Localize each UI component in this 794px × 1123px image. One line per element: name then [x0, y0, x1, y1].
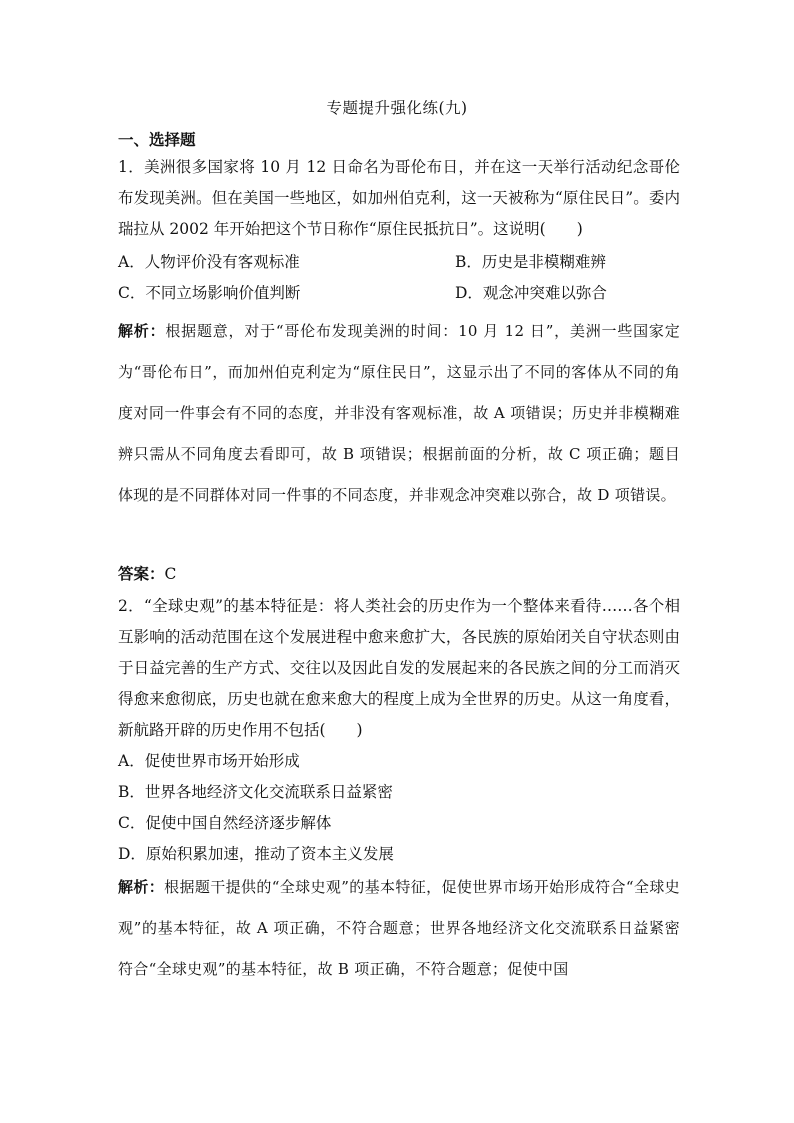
question-1-option-d: D．观念冲突难以弥合 [455, 284, 607, 302]
question-1-answer [118, 559, 176, 590]
question-1-options-row-2 [118, 278, 680, 309]
question-1-analysis-text: 根据题意，对于“哥伦布发现美洲的时间：10 月 12 日”，美洲一些国家定为“哥伦布日”，而加州伯克利定为“原住民日”，这显示出了不同的客体从不同的角度对同一件事会有不同的态度，并非没有客观标准，故 A 项错误；历史并非模糊难辨只需从不同角度去看即可，故 B 项错误；根据前面的分析，故 C 项正确；题目体现的是不同群体对同一件事的不同态度，并非观念冲突难以弥合，故 D 项错误。 [118, 322, 680, 504]
question-2-stem: 2．“全球史观”的基本特征是：将人类社会的历史作为一个整体来看待……各个相互影响的活动范围在这个发展进程中愈来愈扩大，各民族的原始闭关自守状态则由于日益完善的生产方式、交往以及因此自发的发展起来的各民族之间的分工而消灭得愈来愈彻底，历史也就在愈来愈大的程度上成为全世界的历史。从这一角度看，新航路开辟的历史作用不包括( ) [118, 597, 680, 739]
analysis-label: 解析： [118, 322, 166, 340]
analysis-label: 解析： [118, 878, 165, 896]
question-2-analysis-text: 根据题干提供的“全球史观”的基本特征，促使世界市场开始形成符合“全球史观”的基本特征，故 A 项正确，不符合题意；世界各地经济文化交流联系日益紧密符合“全球史观”的基本特征，故 B 项正确，不符合题意；促使中国 [118, 878, 680, 978]
section-heading: 一、选择题 [118, 131, 196, 149]
answer-label: 答案： [118, 565, 165, 583]
question-1-options-row-1 [118, 247, 680, 278]
question-2-option-d: D．原始积累加速，推动了资本主义发展 [118, 845, 394, 863]
question-1-option-c: C．不同立场影响价值判断 [118, 284, 301, 302]
question-1-option-b: B．历史是非模糊难辨 [455, 253, 606, 271]
question-2-option-a: A．促使世界市场开始形成 [118, 752, 300, 770]
question-1-answer-value: C [164, 565, 177, 583]
document-title: 专题提升强化练(九) [326, 99, 468, 117]
question-1-analysis [118, 311, 680, 516]
question-2-analysis [118, 867, 680, 990]
question-2-option-c: C．促使中国自然经济逐步解体 [118, 814, 332, 832]
question-2-option-b: B．世界各地经济文化交流联系日益紧密 [118, 783, 393, 801]
question-1-option-a: A．人物评价没有客观标准 [118, 253, 300, 271]
question-1-stem: 1．美洲很多国家将 10 月 12 日命名为哥伦布日，并在这一天举行活动纪念哥伦布发现美洲。但在美国一些地区，如加州伯克利，这一天被称为“原住民日”。委内瑞拉从 2002 年开始把这个节日称作“原住民抵抗日”。这说明( ) [118, 158, 680, 238]
